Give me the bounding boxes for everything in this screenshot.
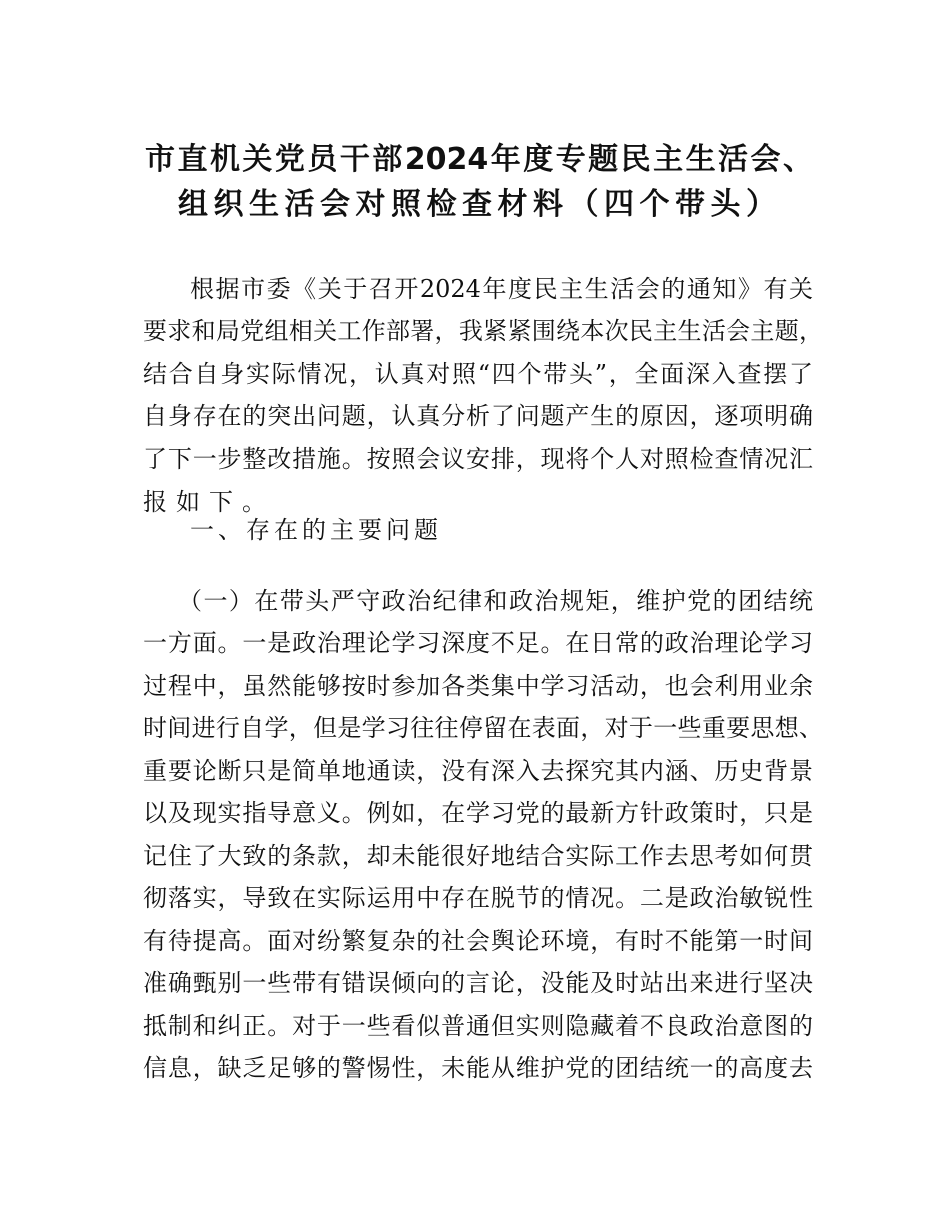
text-line: 记住了大致的条款，却未能很好地结合实际工作去思考如何贯	[143, 842, 813, 870]
text-line: 自身存在的突出问题，认真分析了问题产生的原因，逐项明确	[143, 402, 813, 430]
title-line-1: 市直机关党员干部2024年度专题民主生活会、	[145, 142, 813, 177]
text-line: 要求和局党组相关工作部署，我紧紧围绕本次民主生活会主题，	[143, 317, 823, 345]
text-line: 时间进行自学，但是学习往往停留在表面，对于一些重要思想、	[143, 714, 823, 742]
text-line: 重要论断只是简单地通读，没有深入去探究其内涵、历史背景	[143, 757, 813, 785]
text-line: 根据市委《关于召开2024年度民主生活会的通知》有关	[190, 275, 813, 303]
text-line: 彻落实，导致在实际运用中存在脱节的情况。二是政治敏锐性	[143, 884, 813, 912]
text-line: 结合自身实际情况，认真对照“四个带头”，全面深入查摆了	[143, 360, 813, 388]
text-line: 信息，缺乏足够的警惕性，未能从维护党的团结统一的高度去	[143, 1054, 813, 1082]
text-line: 了下一步整改措施。按照会议安排，现将个人对照检查情况汇	[143, 445, 813, 473]
text-line: 准确甄别一些带有错误倾向的言论，没能及时站出来进行坚决	[143, 969, 813, 997]
section-heading: 一、存在的主要问题	[190, 516, 442, 544]
text-line: 有待提高。面对纷繁复杂的社会舆论环境，有时不能第一时间	[143, 927, 813, 955]
text-line: 抵制和纠正。对于一些看似普通但实则隐藏着不良政治意图的	[143, 1012, 813, 1040]
text-line: 以及现实指导意义。例如，在学习党的最新方针政策时，只是	[143, 799, 813, 827]
text-line: 报如下。	[143, 488, 275, 516]
text-line: （一）在带头严守政治纪律和政治规矩，维护党的团结统	[178, 587, 813, 615]
text-line: 一方面。一是政治理论学习深度不足。在日常的政治理论学习	[143, 629, 813, 657]
title-line-2: 组织生活会对照检查材料（四个带头）	[178, 187, 776, 222]
text-line: 过程中，虽然能够按时参加各类集中学习活动，也会利用业余	[143, 672, 813, 700]
